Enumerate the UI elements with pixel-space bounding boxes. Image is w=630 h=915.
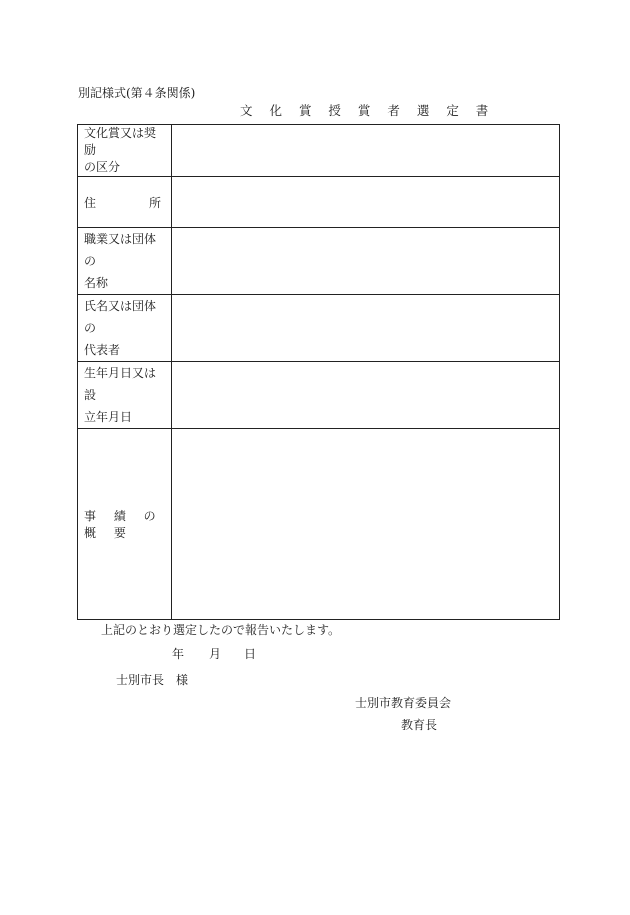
table-row: [78, 362, 560, 429]
table-row: [78, 295, 560, 362]
label-birthdate: [78, 362, 172, 429]
issuer-organization: 士別市教育委員会: [355, 696, 452, 710]
field-achievements[interactable]: [172, 429, 560, 620]
label-char: 住: [84, 195, 97, 210]
label-char: 所: [148, 195, 161, 210]
label-line: 生年月日又は設: [84, 366, 157, 402]
label-occupation: [78, 228, 172, 295]
issuer-title: 教育長: [401, 718, 438, 732]
label-award-category: [78, 125, 172, 177]
table-row: [78, 429, 560, 620]
field-birthdate[interactable]: [172, 362, 560, 429]
label-name: [78, 295, 172, 362]
date-day: 日: [244, 647, 257, 661]
form-reference-label: 別記様式(第４条関係): [78, 86, 196, 100]
report-statement: 上記のとおり選定したので報告いたします。: [101, 623, 341, 637]
label-achievements: [78, 429, 172, 620]
label-line: の区分: [84, 160, 121, 174]
label-line: 名称: [84, 276, 109, 290]
label-address: [78, 177, 172, 228]
document-title: 文 化 賞 授 賞 者 選 定 書: [240, 103, 495, 118]
field-name[interactable]: [172, 295, 560, 362]
label-line: 職業又は団体の: [84, 232, 157, 268]
field-address[interactable]: [172, 177, 560, 228]
label-line: 氏名又は団体の: [84, 299, 157, 335]
table-row: [78, 228, 560, 295]
table-row: [78, 177, 560, 228]
label-line: 代表者: [84, 343, 121, 357]
label-line: 文化賞又は奨励: [84, 126, 157, 157]
label-text: 事 績 の 概 要: [84, 509, 163, 540]
date-month: 月: [209, 647, 222, 661]
addressee: 士別市長 様: [116, 673, 189, 687]
date-year: 年: [172, 647, 185, 661]
label-line: 立年月日: [84, 410, 133, 424]
field-occupation[interactable]: [172, 228, 560, 295]
table-row: [78, 125, 560, 177]
selection-form-table: [77, 124, 560, 620]
date-line: [172, 645, 256, 662]
field-award-category[interactable]: [172, 125, 560, 177]
